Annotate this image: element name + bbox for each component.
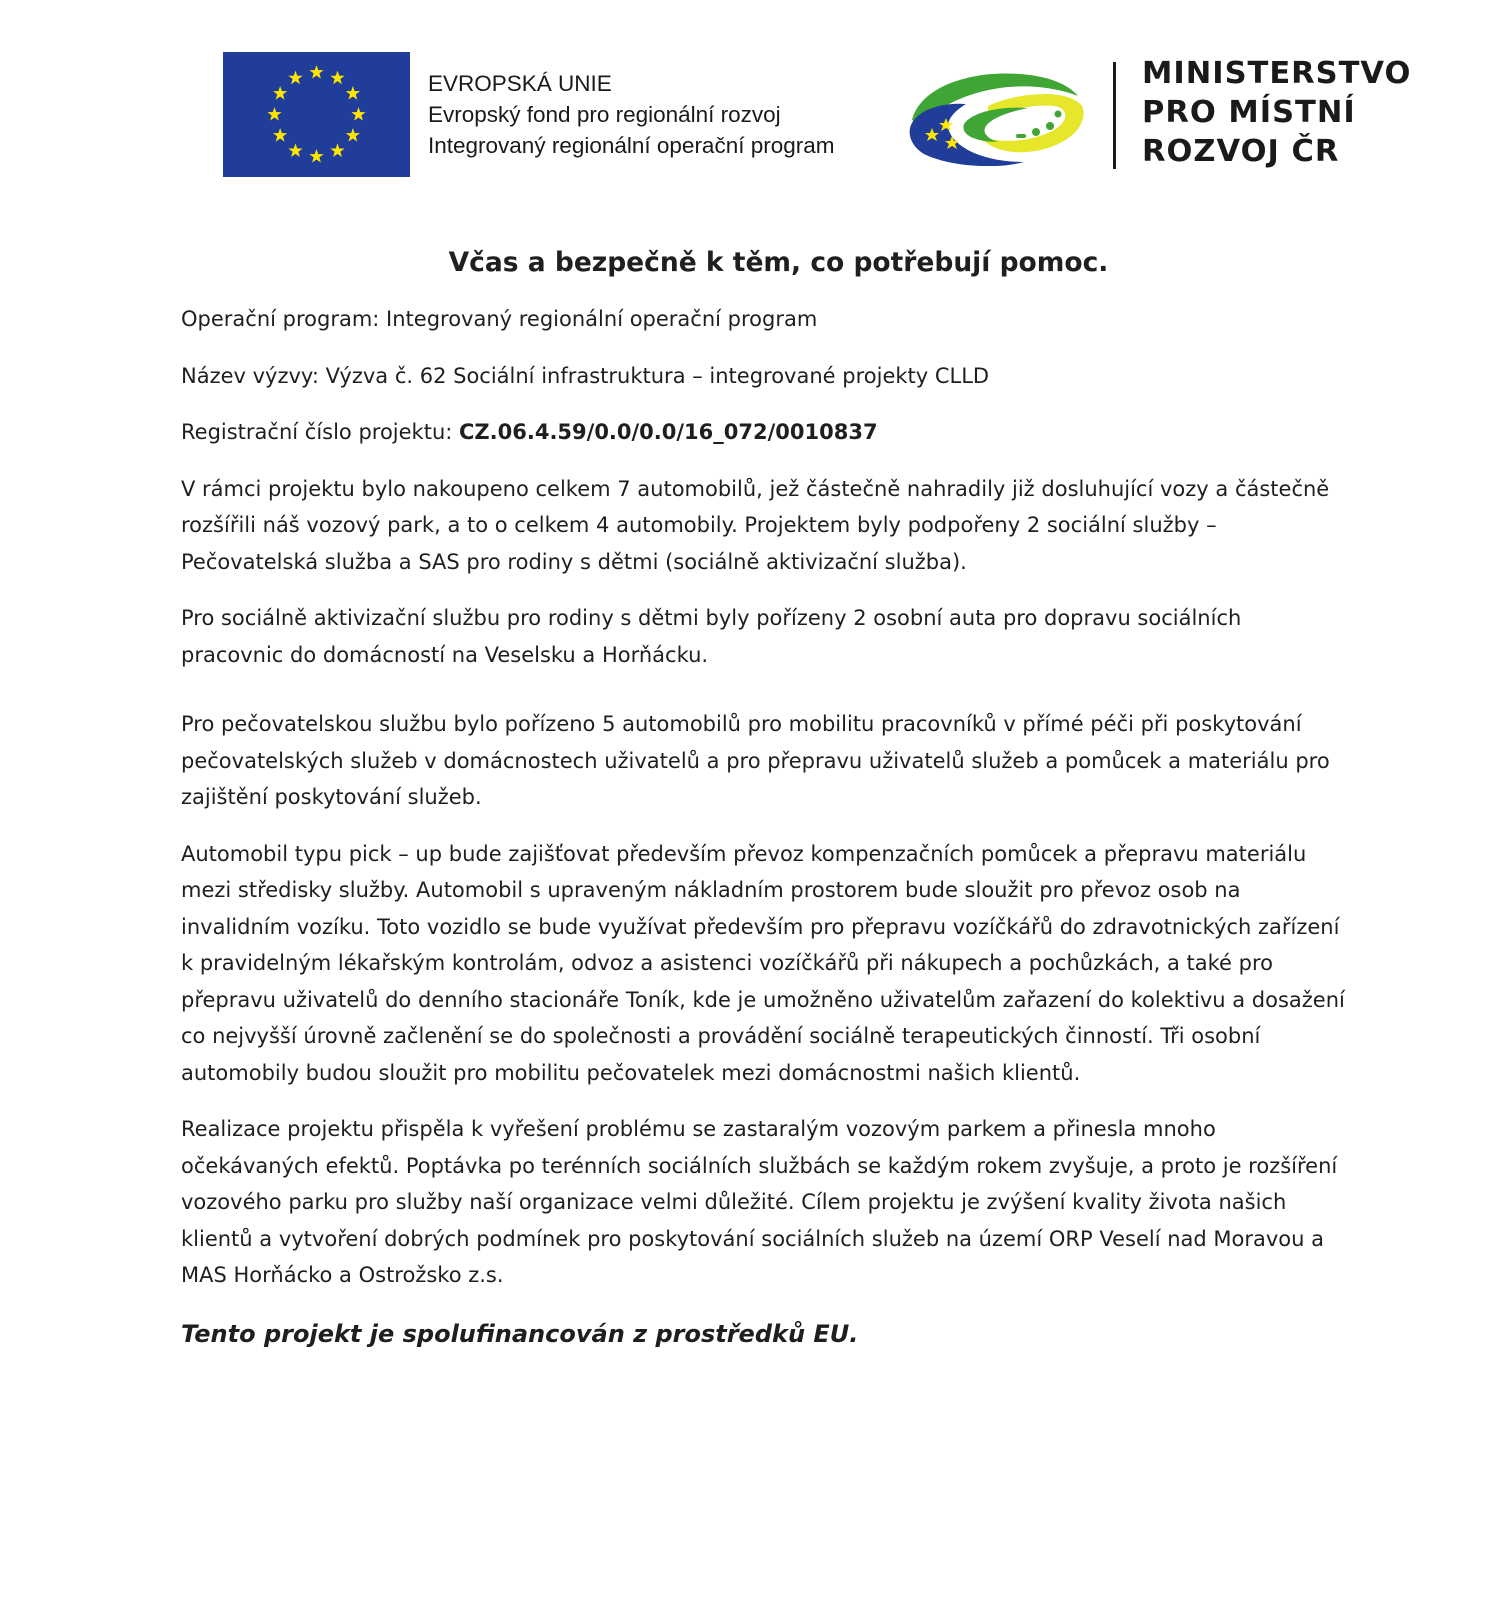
paragraph-intro: V rámci projektu bylo nakoupeno celkem 7 automobilů, jež částečně nahradily již dosluhující vozy a částečně rozšířili náš vozový park, a to o celkem 4 automobily. Projektem byly podpořeny 2 sociální služby – Pečovatelská služba a SAS pro rodiny s dětmi (sociálně aktivizační služba).: [181, 476, 1330, 574]
mmr-logo-line-3: ROZVOJ ČR: [1142, 134, 1340, 169]
mmr-logo-line-1: MINISTERSTVO: [1142, 56, 1412, 91]
eu-logo-line-1: EVROPSKÁ UNIE: [428, 71, 612, 96]
cofinancing-statement: Tento projekt je spolufinancován z prostředků EU.: [181, 1319, 859, 1348]
mmr-logo-text: [1142, 54, 1411, 171]
paragraph-results: Realizace projektu přispěla k vyřešení problému se zastaralým vozovým parkem a přinesla mnoho očekávaných efektů. Poptávka po terénních sociálních službách se každým rokem zvyšuje, a proto je rozšíření vozového parku pro služby naší organizace velmi důležité. Cílem projektu je zvýšení kvality života našich klientů a vytvoření dobrých podmínek pro poskytování sociálních služeb na území ORP Veselí nad Moravou a MAS Horňácko a Ostrožsko z.s.: [181, 1117, 1338, 1287]
document-title: Včas a bezpečně k těm, co potřebují pomoc.: [448, 247, 1109, 278]
call-name-line: [181, 358, 1346, 395]
document-body: [181, 245, 1346, 1372]
eu-logo-text: [428, 68, 835, 161]
operational-program-label: Operační program:: [181, 307, 387, 331]
eu-stars-icon: [223, 52, 410, 177]
mmr-swirl-logo-icon: [908, 66, 1086, 166]
paragraph-care-service: Pro pečovatelskou službu bylo pořízeno 5 automobilů pro mobilitu pracovníků v přímé péči při poskytování pečovatelských služeb v domácnostech uživatelů a pro přepravu uživatelů služeb a pomůcek a materiálu pro zajištění poskytování služeb.: [181, 712, 1330, 809]
eu-logo-line-3: Integrovaný regionální operační program: [428, 133, 835, 158]
header-divider: [1113, 62, 1116, 169]
registration-line: [181, 414, 1346, 451]
paragraph-vehicles: Automobil typu pick – up bude zajišťovat především převoz kompenzačních pomůcek a přepravu materiálu mezi středisky služby. Automobil s upraveným nákladním prostorem bude sloužit pro převoz osob na invalidním vozíku. Toto vozidlo se bude využívat především pro přepravu vozíčkářů do zdravotnických zařízení k pravidelným lékařským kontrolám, odvoz a asistenci vozíčkářů při nákupech a pochůzkách, a také pro přepravu uživatelů do denního stacionáře Toník, kde je umožněno uživatelům zařazení do kolektivu a dosažení co nejvyšší úrovně začlenění se do společnosti a provádění sociálně terapeutických činností. Tři osobní automobily budou sloužit pro mobilitu pečovatelek mezi domácnostmi našich klientů.: [181, 841, 1345, 1085]
operational-program-value: Integrovaný regionální operační program: [386, 307, 818, 331]
eu-logo-line-2: Evropský fond pro regionální rozvoj: [428, 102, 781, 127]
operational-program-line: [181, 301, 1346, 338]
call-name-label: Název výzvy:: [181, 363, 326, 388]
registration-number: CZ.06.4.59/0.0/0.0/16_072/0010837: [459, 420, 878, 444]
call-name-value: Výzva č. 62 Sociální infrastruktura – integrované projekty CLLD: [325, 363, 990, 388]
mmr-logo-line-2: PRO MÍSTNÍ: [1142, 95, 1356, 130]
registration-label: Registrační číslo projektu:: [181, 420, 460, 444]
eu-flag-icon: [223, 52, 410, 177]
paragraph-sas: Pro sociálně aktivizační službu pro rodiny s dětmi byly pořízeny 2 osobní auta pro dopravu sociálních pracovnic do domácností na Veselsku a Horňácku.: [181, 606, 1242, 667]
